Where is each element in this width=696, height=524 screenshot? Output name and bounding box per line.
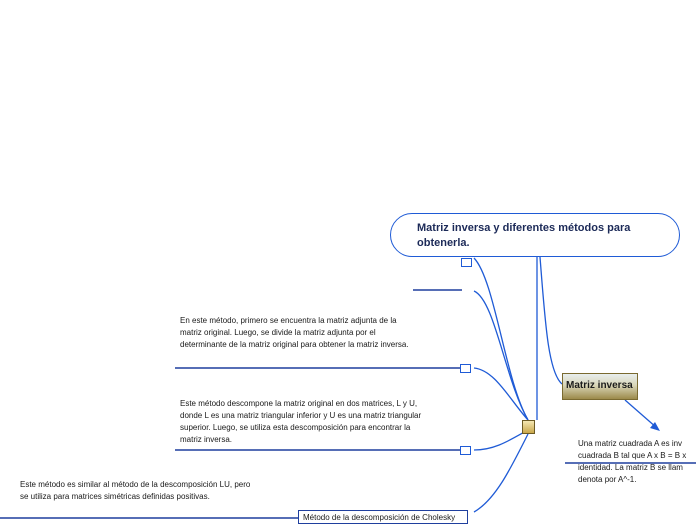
topic-arrow-line	[625, 400, 657, 428]
cholesky-label: Método de la descomposición de Cholesky	[303, 513, 456, 522]
hub-node-icon[interactable]	[522, 420, 535, 434]
collapse-toggle-icon[interactable]	[461, 258, 472, 267]
method-3-description: Este método es similar al método de la descomposición LU, pero se utiliza para matrices simétricas definidas positivas.	[20, 480, 251, 501]
collapse-toggle-icon[interactable]	[460, 446, 471, 455]
method-1-description: En este método, primero se encuentra la matriz adjunta de la matriz original. Luego, se divide la matriz adjunta por el determinante de la matriz original para obtener la matriz inversa.	[180, 316, 409, 349]
branch-5	[474, 434, 528, 512]
branch-3	[474, 368, 528, 420]
branch-1	[474, 258, 528, 420]
topic-label: Matriz inversa	[566, 380, 633, 391]
root-title: Matriz inversa y diferentes métodos para obtenerla.	[417, 222, 631, 249]
collapse-toggle-icon[interactable]	[460, 364, 471, 373]
branch-4	[474, 430, 528, 450]
topic-connector	[540, 257, 562, 384]
method-2-description: Este método descompone la matriz original en dos matrices, L y U, donde L es una matriz triangular inferior y U es una matriz triangular superior. Luego, se utiliza esta descomposición para encontrar la matriz inversa.	[180, 399, 422, 444]
topic-description: Una matriz cuadrada A es inv cuadrada B tal que A x B = B x identidad. La matriz B se llam denota por A^-1.	[578, 439, 687, 484]
